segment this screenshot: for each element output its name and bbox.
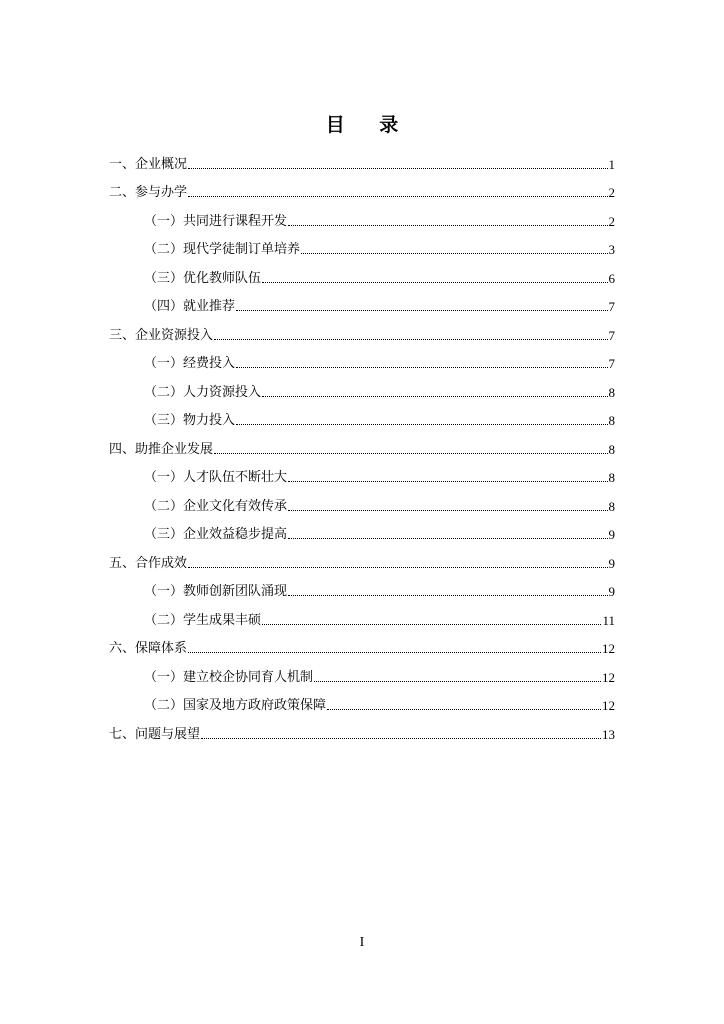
toc-entry[interactable] [109,173,615,202]
toc-entry-label: （三）优化教师队伍 [144,270,262,286]
toc-dot-leader [188,651,601,653]
toc-entry-label: 四、助推企业发展 [109,441,214,457]
toc-entry-page: 7 [608,327,615,343]
toc-entry[interactable] [109,144,615,173]
toc-dot-leader [288,480,607,482]
toc-entry-page: 1 [608,156,615,172]
toc-entry-label: 二、参与办学 [109,185,188,200]
toc-dot-leader [236,423,607,425]
toc-dot-leader [236,366,607,368]
toc-dot-leader [236,309,607,311]
toc-dot-leader [262,623,601,625]
toc-entry-label: （三）物力投入 [144,413,236,428]
toc-entry-page: 12 [602,669,615,685]
page-number: I [359,935,365,950]
toc-entry-page: 9 [608,584,615,599]
toc-entry-label: （一）共同进行课程开发 [144,213,288,229]
toc-entry-label: 三、企业资源投入 [109,327,214,343]
toc-entry[interactable] [109,629,615,658]
toc-entry[interactable] [109,201,615,230]
toc-entry-label: （一）人才队伍不断壮大 [144,470,288,485]
toc-entry-label: （四）就业推荐 [144,299,236,314]
toc-entry-label: （一）经费投入 [144,356,236,371]
toc-entry-label: 六、保障体系 [109,641,188,656]
toc-entry[interactable] [109,543,615,572]
toc-entry-page: 8 [608,498,615,514]
toc-entry-page: 9 [608,527,615,542]
toc-entry[interactable] [109,600,615,629]
toc-entry-page: 2 [608,185,615,200]
toc-entry-page: 7 [608,299,615,314]
toc-entry[interactable] [109,714,615,743]
toc-entry-page: 13 [602,726,615,742]
toc-entry[interactable] [109,258,615,287]
toc-dot-leader [262,281,607,283]
table-of-contents [109,144,615,743]
toc-entry-page: 8 [608,384,615,400]
toc-entry-page: 2 [608,213,615,229]
toc-entry[interactable] [109,486,615,515]
toc-entry[interactable] [109,372,615,401]
toc-entry-label: （一）建立校企协同育人机制 [144,669,314,685]
toc-dot-leader [214,452,607,454]
toc-entry[interactable] [109,315,615,344]
toc-entry[interactable] [109,287,615,316]
toc-entry-page: 3 [608,242,615,257]
toc-entry-label: （一）教师创新团队涌现 [144,584,288,599]
toc-entry[interactable] [109,344,615,373]
toc-entry[interactable] [109,401,615,430]
toc-dot-leader [188,167,607,169]
toc-entry-label: 七、问题与展望 [109,726,201,742]
toc-entry-page: 8 [608,413,615,428]
toc-entry-label: （三）企业效益稳步提高 [144,527,288,542]
toc-dot-leader [288,224,607,226]
toc-entry-label: （二）企业文化有效传承 [144,498,288,514]
toc-dot-leader [188,566,607,568]
toc-entry-label: （二）国家及地方政府政策保障 [144,698,327,713]
toc-dot-leader [288,537,607,539]
toc-entry-page: 12 [602,641,615,656]
toc-entry-page: 6 [608,270,615,286]
toc-entry-label: 五、合作成效 [109,555,188,571]
toc-dot-leader [288,594,607,596]
toc-dot-leader [214,338,607,340]
toc-entry-page: 8 [608,441,615,457]
toc-dot-leader [327,708,601,710]
toc-dot-leader [262,395,607,397]
page-title: 目 录 [325,114,413,136]
toc-entry[interactable] [109,230,615,259]
toc-entry-label: （二）人力资源投入 [144,384,262,400]
toc-entry[interactable] [109,458,615,487]
toc-entry-label: （二）学生成果丰硕 [144,612,262,628]
toc-dot-leader [188,195,607,197]
toc-entry-page: 11 [602,612,615,628]
toc-entry-page: 7 [608,356,615,371]
toc-entry-page: 12 [602,698,615,713]
toc-entry-label: 一、企业概况 [109,156,188,172]
toc-dot-leader [288,509,607,511]
toc-dot-leader [301,252,607,254]
toc-entry-page: 9 [608,555,615,571]
toc-entry-label: （二）现代学徒制订单培养 [144,242,301,257]
toc-entry[interactable] [109,686,615,715]
toc-entry[interactable] [109,515,615,544]
toc-dot-leader [314,680,601,682]
toc-entry[interactable] [109,657,615,686]
toc-dot-leader [201,737,601,739]
toc-entry[interactable] [109,572,615,601]
toc-entry[interactable] [109,429,615,458]
toc-entry-page: 8 [608,470,615,485]
